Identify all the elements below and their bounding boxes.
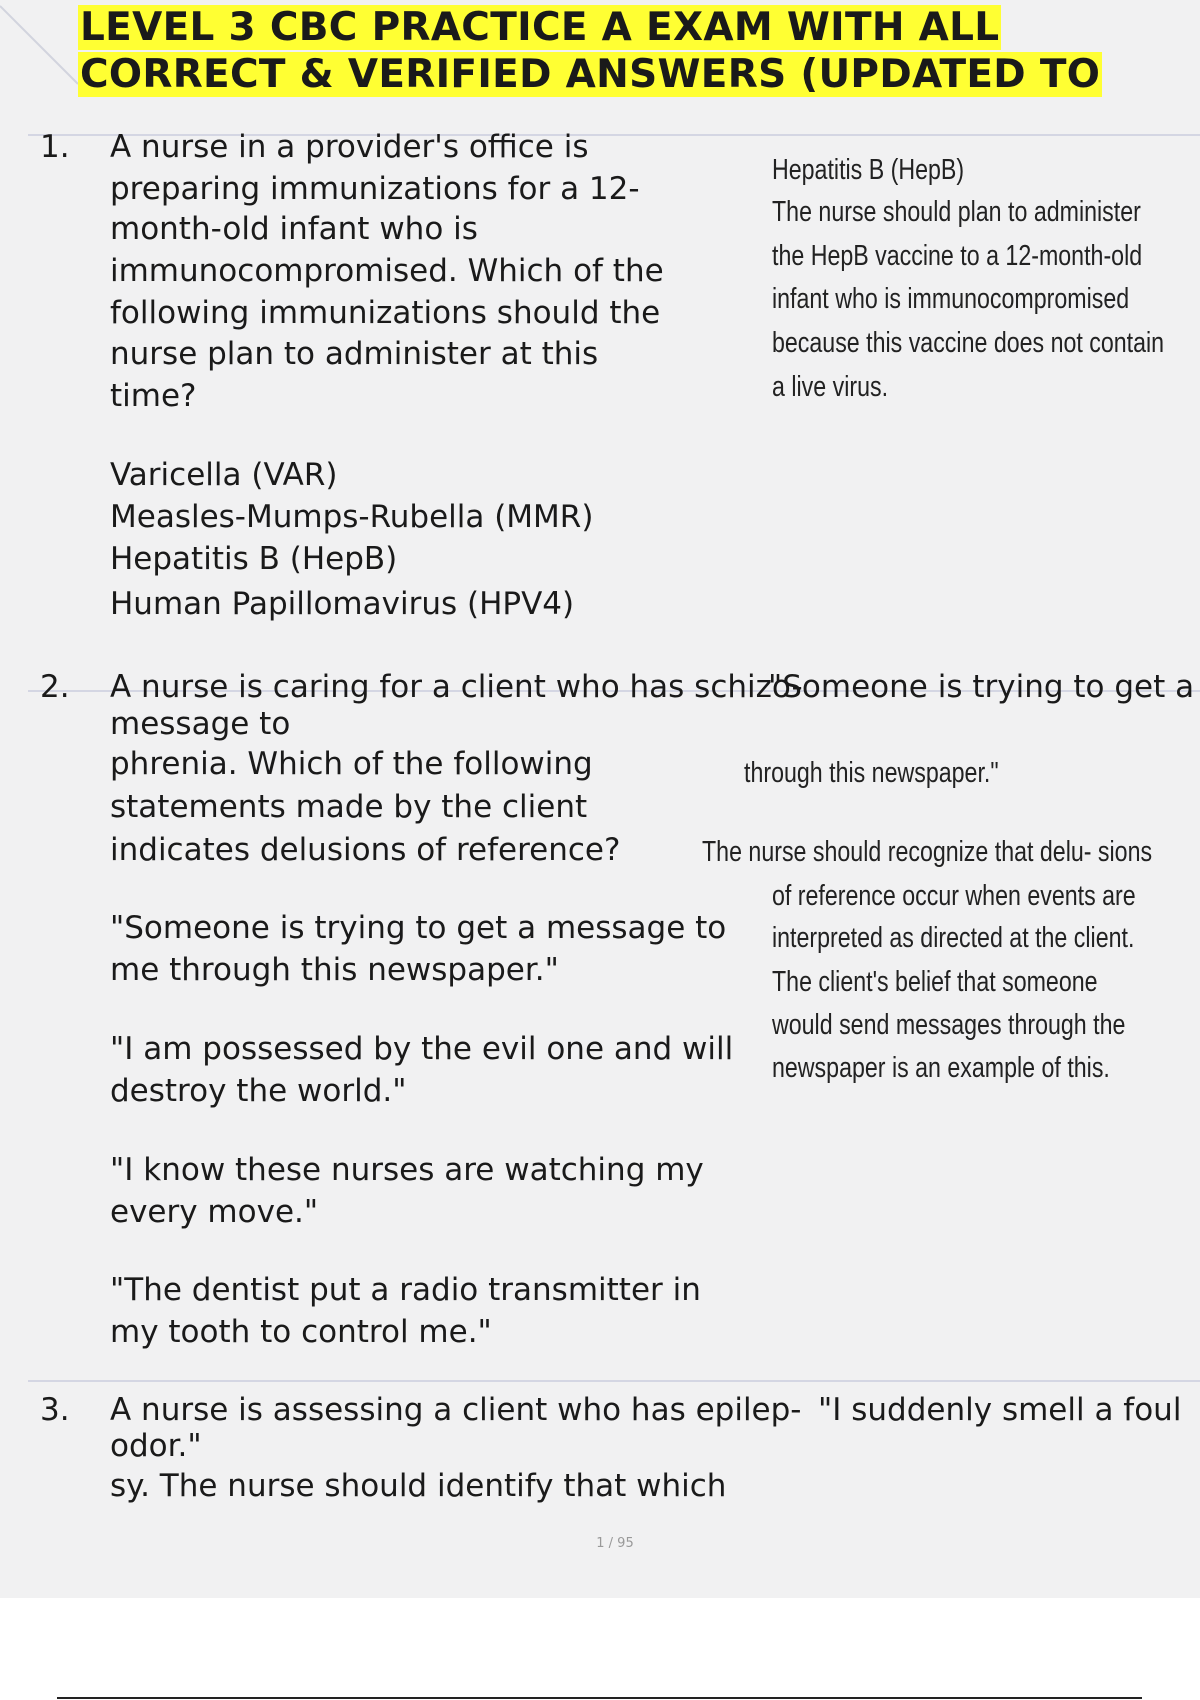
answer-option-continued: my tooth to control me." (110, 1314, 492, 1350)
answer-explanation-line: a live virus. (772, 371, 889, 403)
question-text-line: odor." (110, 1428, 202, 1464)
page-corner-decoration (0, 0, 90, 90)
page-indicator: 1 / 95 (596, 1536, 634, 1551)
answer-explanation-line: of reference occur when events are (772, 880, 1136, 912)
correct-answer: "I suddenly smell a foul (818, 1392, 1182, 1428)
question-text-line: A nurse is caring for a client who has schizo- (110, 669, 803, 705)
answer-explanation-line: The client's belief that someone (772, 966, 1098, 998)
answer-option-continued: me through this newspaper." (110, 952, 559, 988)
title-line-1: LEVEL 3 CBC PRACTICE A EXAM WITH ALL (80, 5, 1000, 50)
answer-option-continued: every move." (110, 1194, 319, 1230)
answer-option: Human Papillomavirus (HPV4) (110, 586, 575, 622)
answer-explanation-line: Hepatitis B (HepB) (772, 154, 965, 186)
title-line-2: CORRECT & VERIFIED ANSWERS (UPDATED TO (80, 52, 1101, 97)
question-text-line: A nurse is assessing a client who has epilep- (110, 1392, 802, 1428)
question-text-line: following immunizations should the (110, 295, 661, 331)
question-text-line: month-old infant who is (110, 211, 478, 247)
answer-explanation-line: newspaper is an example of this. (772, 1052, 1110, 1084)
question-text-line: time? (110, 378, 197, 414)
answer-option: "I am possessed by the evil one and will (110, 1031, 734, 1067)
answer-explanation-line: The nurse should recognize that delu- sions (702, 836, 1153, 868)
question-text-line: sy. The nurse should identify that which (110, 1468, 727, 1504)
question-text-line: statements made by the client (110, 789, 588, 825)
answer-option: Measles-Mumps-Rubella (MMR) (110, 499, 594, 535)
footer-divider (57, 1697, 1142, 1699)
question-number: 1. (40, 129, 70, 165)
question-text-line: A nurse in a provider's office is (110, 129, 589, 165)
question-text-line: nurse plan to administer at this (110, 336, 599, 372)
answer-explanation-line: The nurse should plan to administer (772, 196, 1141, 228)
question-text-line: immunocompromised. Which of the (110, 253, 664, 289)
answer-option-continued: destroy the world." (110, 1073, 407, 1109)
answer-explanation-line: because this vaccine does not contain (772, 327, 1165, 359)
answer-explanation-line: would send messages through the (772, 1009, 1126, 1041)
answer-option: Varicella (VAR) (110, 457, 338, 493)
answer-option: "Someone is trying to get a message to (110, 910, 727, 946)
answer-explanation-line: infant who is immunocompromised (772, 283, 1130, 315)
question-number: 3. (40, 1392, 70, 1428)
answer-option: Hepatitis B (HepB) (110, 541, 398, 577)
answer-option: "I know these nurses are watching my (110, 1152, 704, 1188)
document-title (78, 4, 1138, 104)
question-text-line: preparing immunizations for a 12- (110, 171, 640, 207)
question-text-line: phrenia. Which of the following (110, 746, 593, 782)
question-number: 2. (40, 669, 70, 705)
answer-explanation-line: interpreted as directed at the client. (772, 922, 1135, 954)
question-text-line: indicates delusions of reference? (110, 832, 621, 868)
question-divider (28, 1380, 1200, 1382)
correct-answer: "Someone is trying to get a (768, 669, 1195, 705)
question-text-line: message to (110, 706, 291, 742)
answer-option: "The dentist put a radio transmitter in (110, 1272, 701, 1308)
correct-answer-continued: through this newspaper." (744, 757, 999, 789)
answer-explanation-line: the HepB vaccine to a 12-month-old (772, 240, 1143, 272)
